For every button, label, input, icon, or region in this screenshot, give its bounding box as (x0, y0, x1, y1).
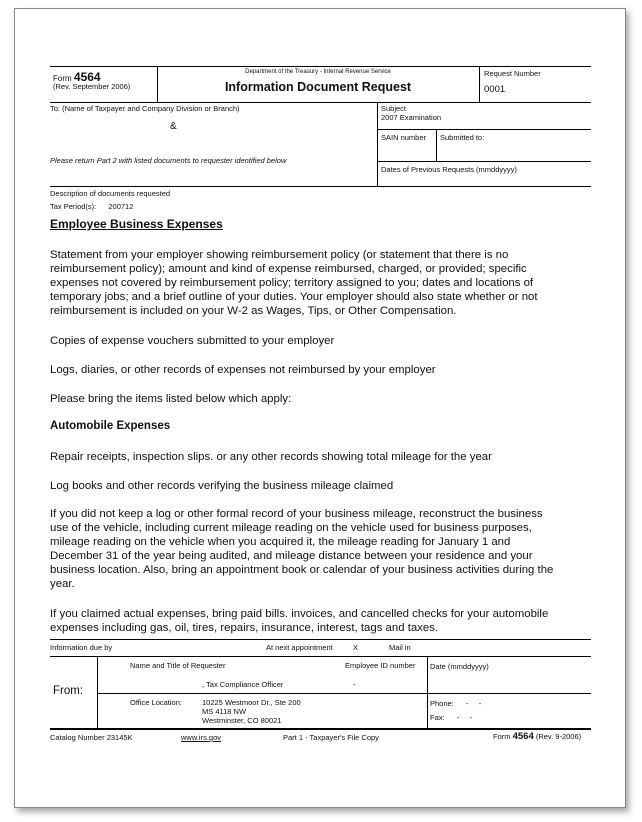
fax-value: - - (456, 713, 473, 722)
sain-rule (377, 161, 591, 162)
paragraph-bring (50, 392, 560, 406)
vouchers-text: Copies of expense vouchers submitted to your employer (50, 335, 335, 347)
office-line-2: MS 4118 NW (202, 707, 247, 716)
name-title-label: Name and Title of Requester (130, 661, 226, 670)
paragraph-vouchers (50, 334, 560, 348)
tax-period (50, 202, 133, 211)
no-log-text: If you did not keep a log or other formal record of your business mileage, reconstruct the business use of the vehicle, including current mileage reading on the vehicle used for business purposes, mileage reading on the vehicle when you acquired it, the mileage reading for January 1 and December 31 of the year being audited, and mileage distance between your residence and your business location. Also, bring an appointment book or calendar of your business activities during the year. (50, 508, 554, 590)
request-number-value: 0001 (484, 84, 506, 95)
paragraph-logbooks (50, 479, 560, 493)
catalog-number: Catalog Number 23145K (50, 733, 133, 742)
request-number-label: Request Number (484, 69, 541, 78)
form-label: Form (53, 74, 72, 83)
next-appointment-label: At next appointment (266, 643, 333, 652)
form-title: Information Document Request (224, 80, 412, 94)
phone-field (430, 699, 481, 708)
paragraph-actual (50, 607, 560, 635)
ampersand: & (170, 121, 177, 132)
department-line: Department of the Treasury - Internal Revenue Service (245, 69, 391, 75)
paragraph-logs (50, 363, 560, 377)
tax-period-label: Tax Period(s): (50, 202, 97, 211)
office-location-label: Office Location: (130, 698, 182, 707)
subject-divider (377, 102, 378, 186)
header-divider-right (479, 66, 480, 102)
paragraph-no-log (50, 507, 560, 591)
actual-text: If you claimed actual expenses, bring paid bills. invoices, and cancelled checks for your automobile expenses including gas, oil, tires, repairs, insurance, interest, tags and taxes. (50, 608, 549, 634)
sain-divider (436, 129, 437, 161)
header-bottom-rule (50, 102, 591, 103)
bottom-form-text: Form (493, 732, 511, 741)
fax-label: Fax: (430, 713, 445, 722)
phone-value: - - (465, 699, 482, 708)
office-line-3: Westminster, CO 80021 (202, 716, 282, 725)
employee-id-label: Employee ID number (345, 661, 416, 670)
from-label: From: (53, 685, 84, 697)
form-revision: (Rev. September 2006) (53, 82, 131, 91)
subject-label: Subject (381, 104, 407, 113)
from-bottom-rule (50, 728, 591, 730)
office-rule (97, 693, 591, 694)
bottom-form-rev: (Rev. 9-2006) (535, 732, 582, 741)
from-top-rule (50, 656, 591, 657)
subject-rule (377, 129, 591, 130)
date-label: Date (mmddyyyy) (430, 662, 489, 671)
form-number: 4564 (73, 70, 101, 84)
date-divider (427, 656, 428, 728)
bring-text: Please bring the items listed below which apply: (50, 393, 292, 405)
heading-employee-expenses: Employee Business Expenses (50, 217, 223, 231)
bottom-form-id (493, 732, 581, 741)
part-label: Part 1 - Taxpayer's File Copy (283, 733, 379, 742)
irs-website-link[interactable]: www.irs.gov (181, 733, 222, 742)
next-appointment-mark: X (353, 643, 359, 652)
logs-text: Logs, diaries, or other records of expenses not reimbursed by your employer (50, 364, 436, 376)
mail-in-label: Mail in (389, 643, 411, 652)
paragraph-statement (50, 248, 560, 318)
previous-dates-label: Dates of Previous Requests (mmddyyyy) (381, 165, 517, 174)
logbooks-text: Log books and other records verifying the business mileage claimed (50, 480, 394, 492)
requester-title: , Tax Compliance Officer (202, 680, 284, 689)
tax-period-value: 200712 (108, 202, 134, 211)
from-divider (97, 656, 98, 728)
to-label: To: (Name of Taxpayer and Company Division or Branch) (50, 104, 240, 113)
header-top-rule (50, 66, 591, 67)
employee-id-value: - (353, 680, 356, 689)
description-label: Description of documents requested (50, 189, 171, 198)
phone-label: Phone: (430, 699, 454, 708)
document-page (14, 8, 626, 808)
info-due-label: Information due by (50, 643, 113, 652)
subject-value: 2007 Examination (381, 113, 442, 122)
section-rule (50, 186, 591, 187)
office-line-1: 10225 Westmoor Dr., Ste 200 (202, 698, 301, 707)
info-due-top-rule (50, 639, 591, 640)
fax-field (430, 713, 472, 722)
bottom-form-number: 4564 (512, 731, 534, 742)
sain-label: SAIN number (381, 133, 427, 142)
submitted-to-label: Submitted to: (440, 133, 485, 142)
heading-automobile-expenses: Automobile Expenses (50, 420, 171, 432)
paragraph-repair (50, 450, 560, 464)
repair-text: Repair receipts, inspection slips. or any other records showing total mileage for the year (50, 451, 492, 463)
return-note: Please return Part 2 with listed documents to requester identified below (50, 156, 287, 165)
statement-text: Statement from your employer showing reimbursement policy (or statement that there is no reimbursement policy); amount and kind of expense reimbursed, charged, or provided; specific expenses not covered by reimbursement policy; territory assigned to you; dates and locations of temporary jobs; and a brief outline of your duties. Your employer should also state whether or not reimbursement is included on your W-2 as Wages, Tips, or Other Compensation. (50, 249, 538, 317)
